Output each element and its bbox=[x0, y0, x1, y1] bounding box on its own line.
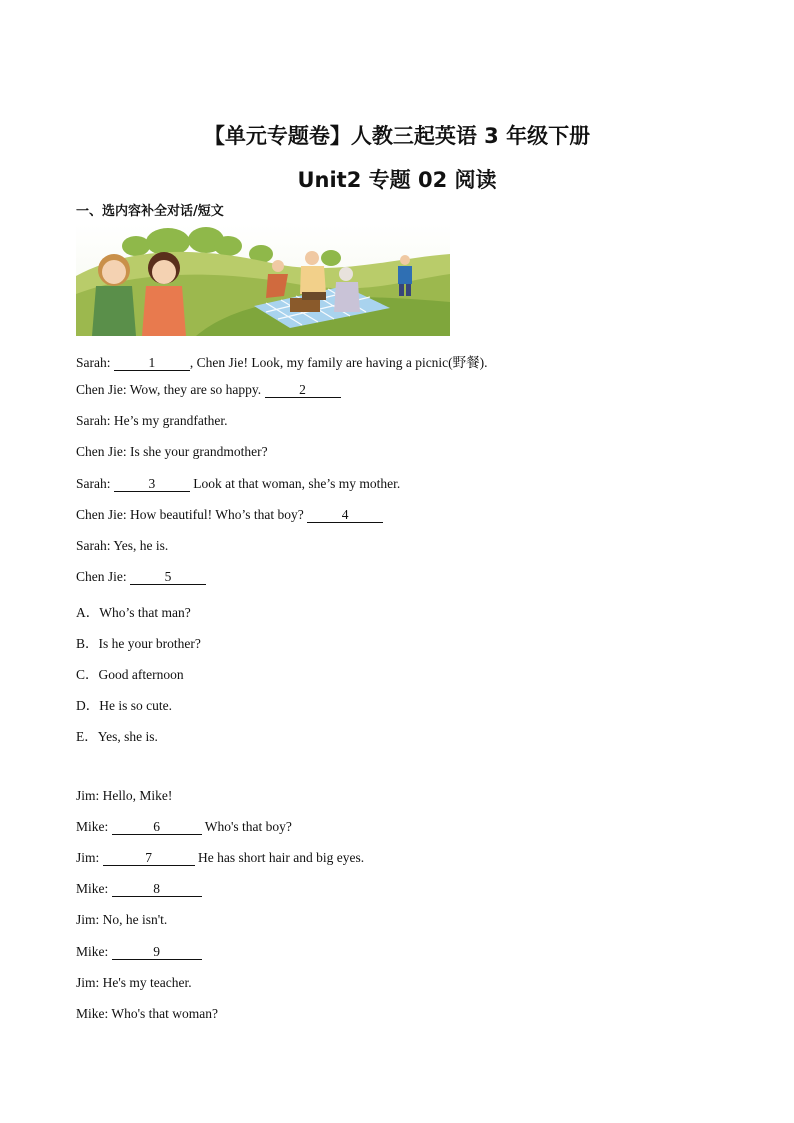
option-e bbox=[76, 725, 158, 745]
option-a bbox=[76, 601, 191, 621]
dialogue-line bbox=[76, 819, 292, 835]
line-text: , Chen Jie! Look, my family are having a picnic(野餐). bbox=[189, 355, 488, 370]
speaker: Chen Jie: bbox=[76, 569, 127, 584]
dialogue-line bbox=[76, 944, 202, 960]
speaker: Mike: bbox=[76, 944, 109, 959]
dialogue-line bbox=[76, 507, 383, 523]
dialogue-line: Jim: No, he isn't. bbox=[76, 912, 168, 927]
answer-blank-3[interactable]: 3 bbox=[114, 477, 190, 492]
speaker: Mike: bbox=[76, 819, 109, 834]
line-text: Who's that boy? bbox=[201, 819, 292, 834]
option-letter: D． bbox=[76, 698, 100, 713]
speaker: Jim: bbox=[76, 850, 100, 865]
option-text: Who’s that man? bbox=[99, 605, 191, 620]
dialogue-line bbox=[76, 850, 364, 866]
option-letter: A． bbox=[76, 605, 100, 620]
dialogue-line bbox=[76, 881, 202, 897]
option-d bbox=[76, 694, 172, 714]
line-text: Chen Jie: Wow, they are so happy. bbox=[76, 382, 262, 397]
dialogue-line: Mike: Who's that woman? bbox=[76, 1006, 219, 1021]
option-text: Good afternoon bbox=[98, 667, 184, 682]
speaker: Mike: bbox=[76, 881, 109, 896]
section-heading: 一、选内容补全对话/短文 bbox=[76, 204, 224, 219]
line-text: Look at that woman, she’s my mother. bbox=[189, 476, 401, 491]
option-text: He is so cute. bbox=[99, 698, 172, 713]
option-c bbox=[76, 663, 184, 683]
document-title: 【单元专题卷】人教三起英语 3 年级下册 bbox=[203, 124, 591, 148]
option-text: Is he your brother? bbox=[98, 636, 201, 651]
option-text: Yes, she is. bbox=[97, 729, 158, 744]
document-subtitle: Unit2 专题 02 阅读 bbox=[297, 168, 497, 192]
dialogue-line bbox=[76, 351, 488, 371]
option-letter: C． bbox=[76, 667, 99, 682]
dialogue-line: Sarah: He’s my grandfather. bbox=[76, 413, 228, 428]
answer-blank-6[interactable]: 6 bbox=[112, 820, 202, 835]
line-text: Chen Jie: How beautiful! Who’s that boy? bbox=[76, 507, 304, 522]
speaker: Sarah: bbox=[76, 355, 111, 370]
line-text: He has short hair and big eyes. bbox=[194, 850, 365, 865]
option-b bbox=[76, 632, 201, 652]
dialogue-line bbox=[76, 569, 206, 585]
dialogue-line: Chen Jie: Is she your grandmother? bbox=[76, 444, 268, 459]
dialogue-line bbox=[76, 382, 341, 398]
option-letter: B． bbox=[76, 636, 99, 651]
answer-blank-8[interactable]: 8 bbox=[112, 882, 202, 897]
answer-blank-5[interactable]: 5 bbox=[130, 570, 206, 585]
dialogue-line: Sarah: Yes, he is. bbox=[76, 538, 169, 553]
answer-blank-2[interactable]: 2 bbox=[265, 383, 341, 398]
answer-blank-7[interactable]: 7 bbox=[103, 851, 195, 866]
answer-blank-4[interactable]: 4 bbox=[307, 508, 383, 523]
speaker: Sarah: bbox=[76, 476, 111, 491]
answer-blank-1[interactable]: 1 bbox=[114, 356, 190, 371]
option-letter: E． bbox=[76, 729, 98, 744]
dialogue-line: Jim: He's my teacher. bbox=[76, 975, 192, 990]
dialogue-line bbox=[76, 476, 400, 492]
answer-blank-9[interactable]: 9 bbox=[112, 945, 202, 960]
dialogue-line: Jim: Hello, Mike! bbox=[76, 788, 173, 803]
picnic-illustration bbox=[76, 224, 450, 336]
